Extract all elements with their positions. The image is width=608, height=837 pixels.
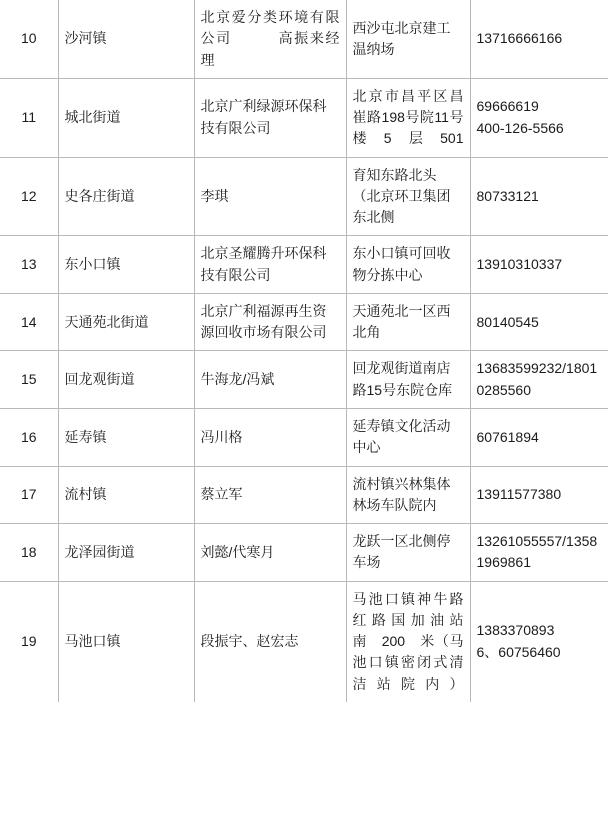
row-index-cell: 16: [0, 408, 58, 466]
organization-cell: 冯川格: [194, 408, 346, 466]
phone-line: 80733121: [476, 187, 539, 204]
area-name-cell: 东小口镇: [58, 236, 194, 294]
phone-line: 69666619: [476, 98, 539, 115]
area-name-cell: 城北街道: [58, 78, 194, 157]
row-index-cell: 11: [0, 78, 58, 157]
phone-line: 13261055557/13581969861: [476, 533, 598, 571]
phone-cell: [470, 351, 608, 409]
address-cell: 西沙屯北京建工温纳场: [346, 0, 470, 78]
area-name-cell: 史各庄街道: [58, 157, 194, 236]
organization-cell: 北京广利福源再生资源回收市场有限公司: [194, 293, 346, 351]
area-name-cell: 延寿镇: [58, 408, 194, 466]
phone-cell: [470, 293, 608, 351]
organization-cell: 北京圣耀腾升环保科技有限公司: [194, 236, 346, 294]
area-name-cell: 回龙观街道: [58, 351, 194, 409]
organization-cell: 蔡立军: [194, 466, 346, 524]
row-index-cell: 12: [0, 157, 58, 236]
phone-line: 6、60756460: [476, 643, 561, 660]
phone-cell: [470, 0, 608, 78]
phone-cell: [470, 236, 608, 294]
area-name-cell: 沙河镇: [58, 0, 194, 78]
phone-cell: [470, 581, 608, 702]
phone-line: 13683599232/18010285560: [476, 360, 598, 398]
row-index-cell: 15: [0, 351, 58, 409]
address-cell: 回龙观街道南店路15号东院仓库: [346, 351, 470, 409]
area-name-cell: 流村镇: [58, 466, 194, 524]
row-index-cell: 19: [0, 581, 58, 702]
table-row: [0, 408, 608, 466]
organization-cell: 刘懿/代寒月: [194, 524, 346, 582]
table-row: [0, 351, 608, 409]
table-row: [0, 236, 608, 294]
organization-cell: 牛海龙/冯斌: [194, 351, 346, 409]
phone-line: 1383370893: [476, 622, 555, 639]
address-cell: 天通苑北一区西北角: [346, 293, 470, 351]
address-cell: 育知东路北头（北京环卫集团东北侧: [346, 157, 470, 236]
address-cell: 北京市昌平区昌崔路198号院11号楼5层501: [346, 78, 470, 157]
table-row: [0, 157, 608, 236]
phone-cell: [470, 408, 608, 466]
phone-cell: [470, 466, 608, 524]
address-cell: 龙跃一区北侧停车场: [346, 524, 470, 582]
organization-cell: 北京爱分类环境有限公司 高振来经理: [194, 0, 346, 78]
row-index-cell: 17: [0, 466, 58, 524]
row-index-cell: 18: [0, 524, 58, 582]
table-row: [0, 293, 608, 351]
address-cell: 流村镇兴林集体林场车队院内: [346, 466, 470, 524]
row-index-cell: 14: [0, 293, 58, 351]
phone-cell: [470, 157, 608, 236]
phone-cell: [470, 524, 608, 582]
row-index-cell: 13: [0, 236, 58, 294]
phone-line: 13910310337: [476, 256, 563, 273]
phone-line: 60761894: [476, 428, 539, 445]
address-cell: 马池口镇神牛路红路国加油站 南 200 米（马池口镇密闭式清洁站院内）: [346, 581, 470, 702]
table-row: [0, 466, 608, 524]
phone-line: 13911577380: [476, 486, 562, 503]
table-row: [0, 581, 608, 702]
organization-cell: 李琪: [194, 157, 346, 236]
phone-line: 400-126-5566: [476, 119, 564, 136]
phone-line: 13716666166: [476, 30, 563, 47]
table-row: [0, 0, 608, 78]
area-name-cell: 龙泽园街道: [58, 524, 194, 582]
area-name-cell: 马池口镇: [58, 581, 194, 702]
table-row: [0, 524, 608, 582]
phone-cell: [470, 78, 608, 157]
organization-cell: 北京广利绿源环保科技有限公司: [194, 78, 346, 157]
area-name-cell: 天通苑北街道: [58, 293, 194, 351]
phone-line: 80140545: [476, 313, 539, 330]
table-row: [0, 78, 608, 157]
organization-cell: 段振宇、赵宏志: [194, 581, 346, 702]
address-cell: 东小口镇可回收物分拣中心: [346, 236, 470, 294]
row-index-cell: 10: [0, 0, 58, 78]
address-cell: 延寿镇文化活动中心: [346, 408, 470, 466]
